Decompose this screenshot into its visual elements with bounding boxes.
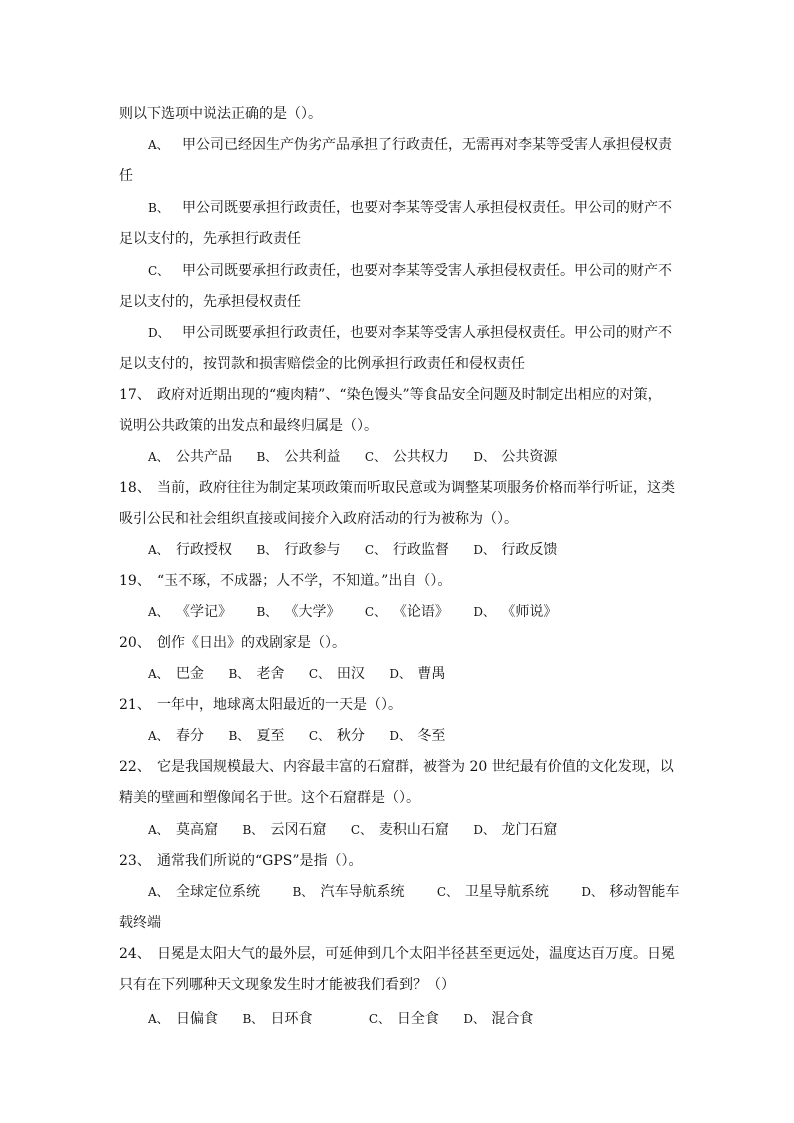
question-18-stem-cont: 吸引公民和社会组织直接或间接介入政府活动的行为被称为（）。 bbox=[119, 511, 518, 527]
option-b bbox=[242, 820, 326, 840]
question-number: 19、 bbox=[119, 573, 151, 589]
option-text: 冬至 bbox=[417, 728, 446, 744]
option-a bbox=[148, 540, 232, 560]
option-label: B、 bbox=[242, 823, 264, 837]
option-text: 行政反馈 bbox=[501, 542, 558, 558]
option-label: C、 bbox=[436, 885, 459, 899]
option-label: D、 bbox=[473, 543, 495, 557]
option-b bbox=[242, 1009, 312, 1029]
option-text: 混合食 bbox=[491, 1011, 534, 1027]
option-label: A、 bbox=[148, 823, 169, 837]
option-a bbox=[148, 664, 204, 684]
option-text: 行政参与 bbox=[284, 542, 341, 558]
question-19-stem bbox=[119, 571, 451, 591]
option-text: 《学记》 bbox=[176, 604, 232, 620]
question-22-stem bbox=[119, 757, 674, 777]
question-text: 日冕是太阳大气的最外层，可延伸到几个太阳半径甚至更远处，温度达百万度。日冕 bbox=[157, 946, 675, 962]
option-label: A、 bbox=[148, 605, 169, 619]
option-label: B、 bbox=[242, 1012, 264, 1026]
option-label: C、 bbox=[148, 264, 170, 278]
question-text: “玉不琢，不成器；人不学，不知道。”出自（）。 bbox=[157, 573, 452, 589]
option-text: 巴金 bbox=[176, 666, 204, 682]
question-text: 当前，政府往往为制定某项政策而听取民意或为调整某项服务价格而举行听证，这类 bbox=[157, 480, 675, 496]
question-16-option-a-cont: 任 bbox=[119, 168, 133, 184]
option-c bbox=[365, 540, 449, 560]
question-16-option-c-cont: 足以支付的，先承担侵权责任 bbox=[119, 294, 301, 310]
option-c bbox=[437, 882, 549, 902]
option-label: C、 bbox=[308, 667, 331, 681]
option-a bbox=[148, 726, 204, 746]
question-16-option-d-cont: 足以支付的，按罚款和损害赔偿金的比例承担行政责任和侵权责任 bbox=[119, 356, 525, 372]
option-text: 莫高窟 bbox=[176, 822, 218, 838]
option-a bbox=[148, 820, 218, 840]
question-23-options bbox=[148, 882, 679, 902]
option-label: D、 bbox=[581, 885, 603, 899]
question-number: 18、 bbox=[119, 480, 151, 496]
option-text: 行政监督 bbox=[392, 542, 449, 558]
question-18-stem bbox=[119, 478, 675, 498]
question-text: 政府对近期出现的“瘦肉精”、“染色馒头”等食品安全问题及时制定出相应的对策， bbox=[157, 387, 662, 403]
option-label: C、 bbox=[350, 823, 373, 837]
option-label: A、 bbox=[148, 885, 169, 899]
question-23-options-cont: 载终端 bbox=[119, 915, 161, 931]
option-text: 甲公司既要承担行政责任，也要对李某等受害人承担侵权责任。甲公司的财产不 bbox=[182, 263, 672, 279]
option-label: A、 bbox=[148, 667, 169, 681]
question-22-options bbox=[148, 820, 577, 840]
question-text: 一年中，地球离太阳最近的一天是（）。 bbox=[157, 697, 402, 713]
option-label: C、 bbox=[308, 729, 331, 743]
option-text: 日环食 bbox=[270, 1011, 313, 1027]
option-d bbox=[389, 664, 445, 684]
option-label: B、 bbox=[256, 605, 278, 619]
option-text: 麦积山石窟 bbox=[378, 822, 449, 838]
question-text: 创作《日出》的戏剧家是（）。 bbox=[157, 635, 346, 651]
question-21-options bbox=[148, 726, 465, 746]
question-23-stem bbox=[119, 851, 363, 871]
option-c bbox=[369, 1009, 439, 1029]
option-label: D、 bbox=[473, 605, 495, 619]
option-text: 公共资源 bbox=[501, 449, 558, 465]
option-c bbox=[351, 820, 449, 840]
option-text: 《论语》 bbox=[392, 604, 449, 620]
question-16-option-d bbox=[148, 323, 672, 343]
question-16-option-a bbox=[148, 135, 672, 155]
option-c bbox=[365, 602, 449, 622]
option-label: B、 bbox=[292, 885, 314, 899]
option-label: C、 bbox=[364, 543, 387, 557]
question-number: 17、 bbox=[119, 387, 151, 403]
question-20-options bbox=[148, 664, 465, 684]
option-text: 老舍 bbox=[256, 666, 285, 682]
option-d bbox=[389, 726, 445, 746]
option-c bbox=[365, 447, 449, 467]
option-text: 日偏食 bbox=[176, 1011, 218, 1027]
option-label: B、 bbox=[228, 667, 250, 681]
option-text: 行政授权 bbox=[176, 542, 232, 558]
option-a bbox=[148, 1009, 218, 1029]
option-text: 全球定位系统 bbox=[176, 884, 260, 900]
option-b bbox=[256, 447, 340, 467]
option-d bbox=[473, 447, 557, 467]
option-text: 秋分 bbox=[336, 728, 365, 744]
option-text: 田汉 bbox=[336, 666, 365, 682]
option-label: D、 bbox=[473, 823, 495, 837]
question-number: 23、 bbox=[119, 853, 151, 869]
option-d bbox=[473, 820, 557, 840]
option-label: B、 bbox=[228, 729, 250, 743]
option-text: 云冈石窟 bbox=[270, 822, 327, 838]
option-label: D、 bbox=[148, 326, 170, 340]
question-19-options bbox=[148, 602, 577, 622]
question-number: 21、 bbox=[119, 697, 151, 713]
option-text: 卫星导航系统 bbox=[464, 884, 549, 900]
question-17-stem bbox=[119, 385, 662, 405]
option-b bbox=[228, 664, 284, 684]
option-label: A、 bbox=[148, 138, 169, 152]
option-a bbox=[148, 447, 232, 467]
option-label: B、 bbox=[148, 201, 169, 215]
option-label: A、 bbox=[148, 450, 169, 464]
option-b bbox=[228, 726, 284, 746]
question-text: 它是我国规模最大、内容最丰富的石窟群，被誉为 20 世纪最有价值的文化发现，以 bbox=[157, 759, 674, 775]
option-c bbox=[309, 664, 365, 684]
option-b bbox=[256, 540, 340, 560]
question-24-stem-cont: 只有在下列哪种天文现象发生时才能被我们看到？（） bbox=[119, 977, 455, 993]
question-number: 22、 bbox=[119, 759, 151, 775]
question-16-option-b bbox=[148, 198, 672, 218]
option-label: D、 bbox=[463, 1012, 485, 1026]
option-label: C、 bbox=[368, 1012, 391, 1026]
option-c bbox=[309, 726, 365, 746]
option-text: 夏至 bbox=[256, 728, 285, 744]
option-label: C、 bbox=[364, 605, 387, 619]
option-label: D、 bbox=[389, 667, 411, 681]
option-text: 甲公司既要承担行政责任，也要对李某等受害人承担侵权责任。甲公司的财产不 bbox=[182, 325, 672, 341]
option-text: 公共权力 bbox=[392, 449, 449, 465]
question-20-stem bbox=[119, 633, 346, 653]
question-17-stem-cont: 说明公共政策的出发点和最终归属是（）。 bbox=[119, 418, 378, 434]
option-label: C、 bbox=[364, 450, 387, 464]
question-16-option-c bbox=[148, 261, 672, 281]
option-d bbox=[581, 882, 679, 902]
option-d bbox=[473, 540, 557, 560]
question-16-option-b-cont: 足以支付的，先承担行政责任 bbox=[119, 231, 301, 247]
option-b bbox=[256, 602, 340, 622]
option-text: 春分 bbox=[176, 728, 204, 744]
option-text: 公共利益 bbox=[284, 449, 341, 465]
question-number: 24、 bbox=[119, 946, 151, 962]
option-label: A、 bbox=[148, 729, 169, 743]
question-21-stem bbox=[119, 695, 402, 715]
option-text: 公共产品 bbox=[176, 449, 232, 465]
option-label: A、 bbox=[148, 1012, 169, 1026]
option-label: B、 bbox=[256, 543, 278, 557]
question-text: 通常我们所说的“GPS”是指（）。 bbox=[157, 853, 363, 869]
option-text: 汽车导航系统 bbox=[320, 884, 405, 900]
option-text: 龙门石窟 bbox=[501, 822, 558, 838]
option-text: 移动智能车 bbox=[609, 884, 680, 900]
question-22-stem-cont: 精美的壁画和塑像闻名于世。这个石窟群是（）。 bbox=[119, 790, 420, 806]
option-b bbox=[292, 882, 404, 902]
option-a bbox=[148, 882, 260, 902]
option-text: 日全食 bbox=[396, 1011, 439, 1027]
option-text: 《大学》 bbox=[284, 604, 341, 620]
option-label: D、 bbox=[473, 450, 495, 464]
question-24-stem bbox=[119, 944, 675, 964]
option-text: 曹禺 bbox=[417, 666, 446, 682]
option-text: 甲公司已经因生产伪劣产品承担了行政责任，无需再对李某等受害人承担侵权责 bbox=[182, 137, 672, 153]
option-d bbox=[473, 602, 557, 622]
option-label: B、 bbox=[256, 450, 278, 464]
option-d bbox=[463, 1009, 533, 1029]
option-text: 甲公司既要承担行政责任，也要对李某等受害人承担侵权责任。甲公司的财产不 bbox=[182, 200, 672, 216]
question-number: 20、 bbox=[119, 635, 151, 651]
option-label: D、 bbox=[389, 729, 411, 743]
option-text: 《师说》 bbox=[501, 604, 558, 620]
option-label: A、 bbox=[148, 543, 169, 557]
question-17-options bbox=[148, 447, 577, 467]
option-a bbox=[148, 602, 232, 622]
question-18-options bbox=[148, 540, 577, 560]
question-16-stem-end: 则以下选项中说法正确的是（）。 bbox=[119, 106, 322, 122]
question-24-options bbox=[148, 1009, 553, 1029]
